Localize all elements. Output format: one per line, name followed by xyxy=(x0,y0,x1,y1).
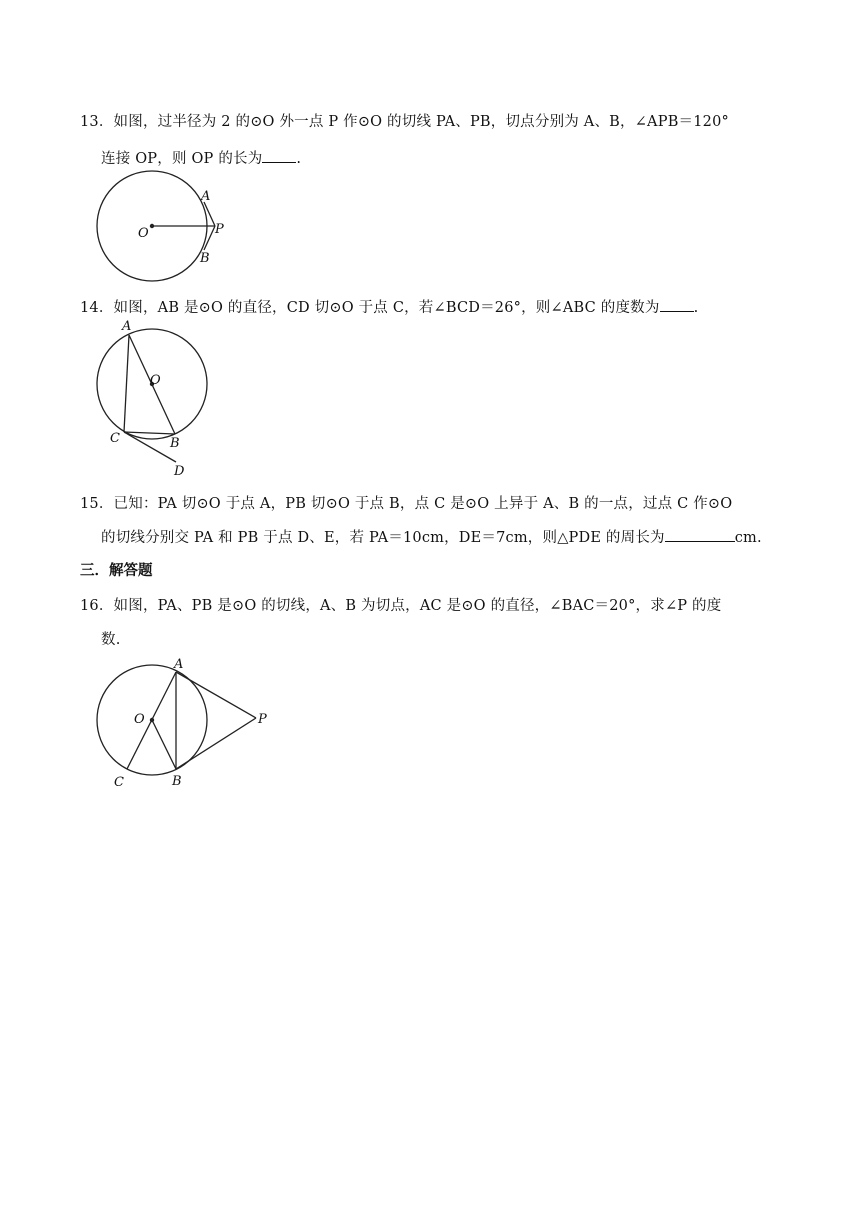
q16-label-c: C xyxy=(114,775,124,790)
q13-line1: 13．如图，过半径为 2 的⊙O 外一点 P 作⊙O 的切线 PA、PB，切点分别为 A、B，∠APB＝120° xyxy=(80,114,729,130)
q16-tangent-pb xyxy=(176,718,256,769)
q16-center-dot xyxy=(150,718,154,722)
q15-line2: 的切线分别交 PA 和 PB 于点 D、E，若 PA＝10cm，DE＝7cm，则△PDE 的周长为 cm. xyxy=(101,530,762,546)
q14-line1: 14．如图，AB 是⊙O 的直径，CD 切⊙O 于点 C，若∠BCD＝26°，则∠ABC 的度数为 . xyxy=(80,300,699,316)
q16-figure xyxy=(90,655,280,795)
section-title-answer-questions: 三．解答题 xyxy=(80,563,153,579)
q13-center-dot xyxy=(150,224,154,228)
q16-line1: 16．如图，PA、PB 是⊙O 的切线，A、B 为切点，AC 是⊙O 的直径，∠BAC＝20°，求∠P 的度 xyxy=(80,598,722,614)
q13-line2: 连接 OP，则 OP 的长为 . xyxy=(101,151,302,167)
q16-label-a: A xyxy=(174,657,184,672)
q13-answer-blank[interactable] xyxy=(262,150,296,163)
q16-label-b: B xyxy=(172,774,182,789)
q16-label-o: O xyxy=(134,712,145,727)
q14-label-b: B xyxy=(170,436,180,451)
q14-label-c: C xyxy=(110,431,120,446)
q14-figure xyxy=(90,318,220,478)
q13-label-o: O xyxy=(138,226,149,241)
q15-line1: 15．已知：PA 切⊙O 于点 A，PB 切⊙O 于点 B，点 C 是⊙O 上异于 A、B 的一点，过点 C 作⊙O xyxy=(80,496,733,512)
q14-label-o: O xyxy=(150,373,161,388)
q13-label-b: B xyxy=(200,251,210,266)
q16-label-p: P xyxy=(258,712,267,727)
q13-label-p: P xyxy=(215,222,224,237)
q14-answer-blank[interactable] xyxy=(660,299,694,312)
q16-tangent-pa xyxy=(176,672,256,718)
q14-label-d: D xyxy=(174,464,185,479)
q14-chord-ac xyxy=(124,335,129,432)
q13-figure xyxy=(90,170,240,290)
q14-label-a: A xyxy=(122,319,132,334)
q16-segment-ob xyxy=(152,720,176,769)
q14-chord-cb xyxy=(124,432,175,434)
q16-line2: 数. xyxy=(101,632,121,648)
q13-label-a: A xyxy=(201,189,211,204)
q15-answer-blank[interactable] xyxy=(665,529,735,542)
